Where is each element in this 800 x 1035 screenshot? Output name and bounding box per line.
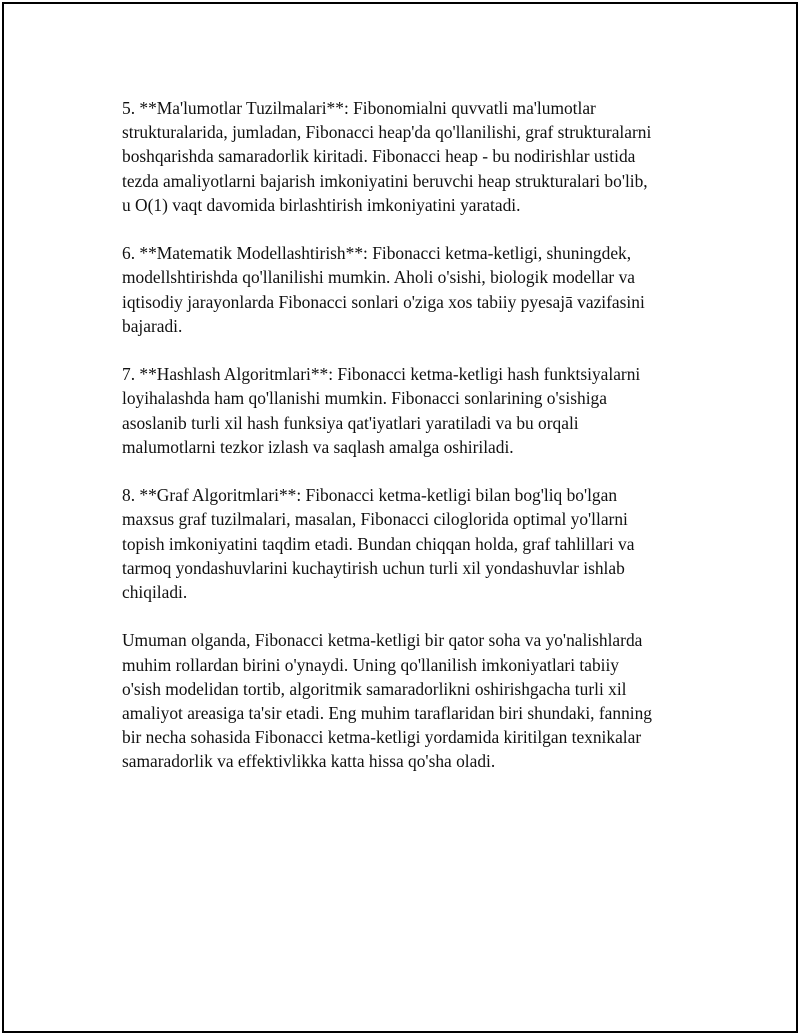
text-line: strukturalarida, jumladan, Fibonacci heap'da qo'llanilishi, graf strukturalarni [122, 122, 652, 143]
text-line: modellshtirishda qo'llanilishi mumkin. Aholi o'sishi, biologik modellar va [122, 267, 635, 288]
text-line: iqtisodiy jarayonlarda Fibonacci sonlari o'ziga xos tabiiy pyesajā vazifasini [122, 291, 645, 312]
text-line: samaradorlik va effektivlikka katta hissa qo'sha oladi. [122, 751, 496, 772]
text-line: maxsus graf tuzilmalari, masalan, Fibonacci ciloglorida optimal yo'llarni [122, 509, 628, 530]
text-line: amaliyot areasiga ta'sir etadi. Eng muhim taraflaridan biri shundaki, fanning [122, 703, 652, 724]
paragraph-graph-algorithms [122, 483, 692, 604]
text-line: tezda amaliyotlarni bajarish imkoniyatini beruvchi heap strukturalari bo'lib, [122, 170, 648, 191]
text-line: 6. **Matematik Modellashtirish**: Fibonacci ketma-ketligi, shuningdek, [122, 243, 632, 264]
document-body [122, 96, 692, 798]
text-line: asoslanib turli xil hash funksiya qat'iyatlari yaratiladi va bu orqali [122, 412, 579, 433]
text-line: 8. **Graf Algoritmlari**: Fibonacci ketma-ketligi bilan bog'liq bo'lgan [122, 485, 618, 506]
text-line: bajaradi. [122, 315, 183, 336]
text-line: malumotlarni tezkor izlash va saqlash amalga oshiriladi. [122, 436, 514, 457]
text-line: Umuman olganda, Fibonacci ketma-ketligi bir qator soha va yo'nalishlarda [122, 630, 643, 651]
paragraph-mathematical-modeling [122, 241, 692, 338]
text-line: u O(1) vaqt davomida birlashtirish imkoniyatini yaratadi. [122, 194, 521, 215]
paragraph-data-structures [122, 96, 692, 217]
page-frame [2, 2, 798, 1033]
text-line: bir necha sohasida Fibonacci ketma-ketligi yordamida kiritilgan texnikalar [122, 727, 642, 748]
text-line: 7. **Hashlash Algoritmlari**: Fibonacci ketma-ketligi hash funktsiyalarni [122, 364, 641, 385]
text-line: loyihalashda ham qo'llanishi mumkin. Fibonacci sonlarining o'sishiga [122, 388, 607, 409]
text-line: 5. **Ma'lumotlar Tuzilmalari**: Fibonomialni quvvatli ma'lumotlar [122, 98, 596, 118]
text-line: topish imkoniyatini taqdim etadi. Bundan chiqqan holda, graf tahlillari va [122, 533, 635, 554]
paragraph-conclusion [122, 628, 692, 773]
text-line: o'sish modelidan tortib, algoritmik samaradorlikni oshirishgacha turli xil [122, 678, 627, 699]
text-line: tarmoq yondashuvlarini kuchaytirish uchun turli xil yondashuvlar ishlab [122, 557, 625, 578]
text-line: muhim rollardan birini o'ynaydi. Uning qo'llanilish imkoniyatlari tabiiy [122, 654, 620, 675]
paragraph-hashing-algorithms [122, 362, 692, 459]
text-line: boshqarishda samaradorlik kiritadi. Fibonacci heap - bu nodirishlar ustida [122, 146, 636, 167]
text-line: chiqiladi. [122, 582, 188, 603]
